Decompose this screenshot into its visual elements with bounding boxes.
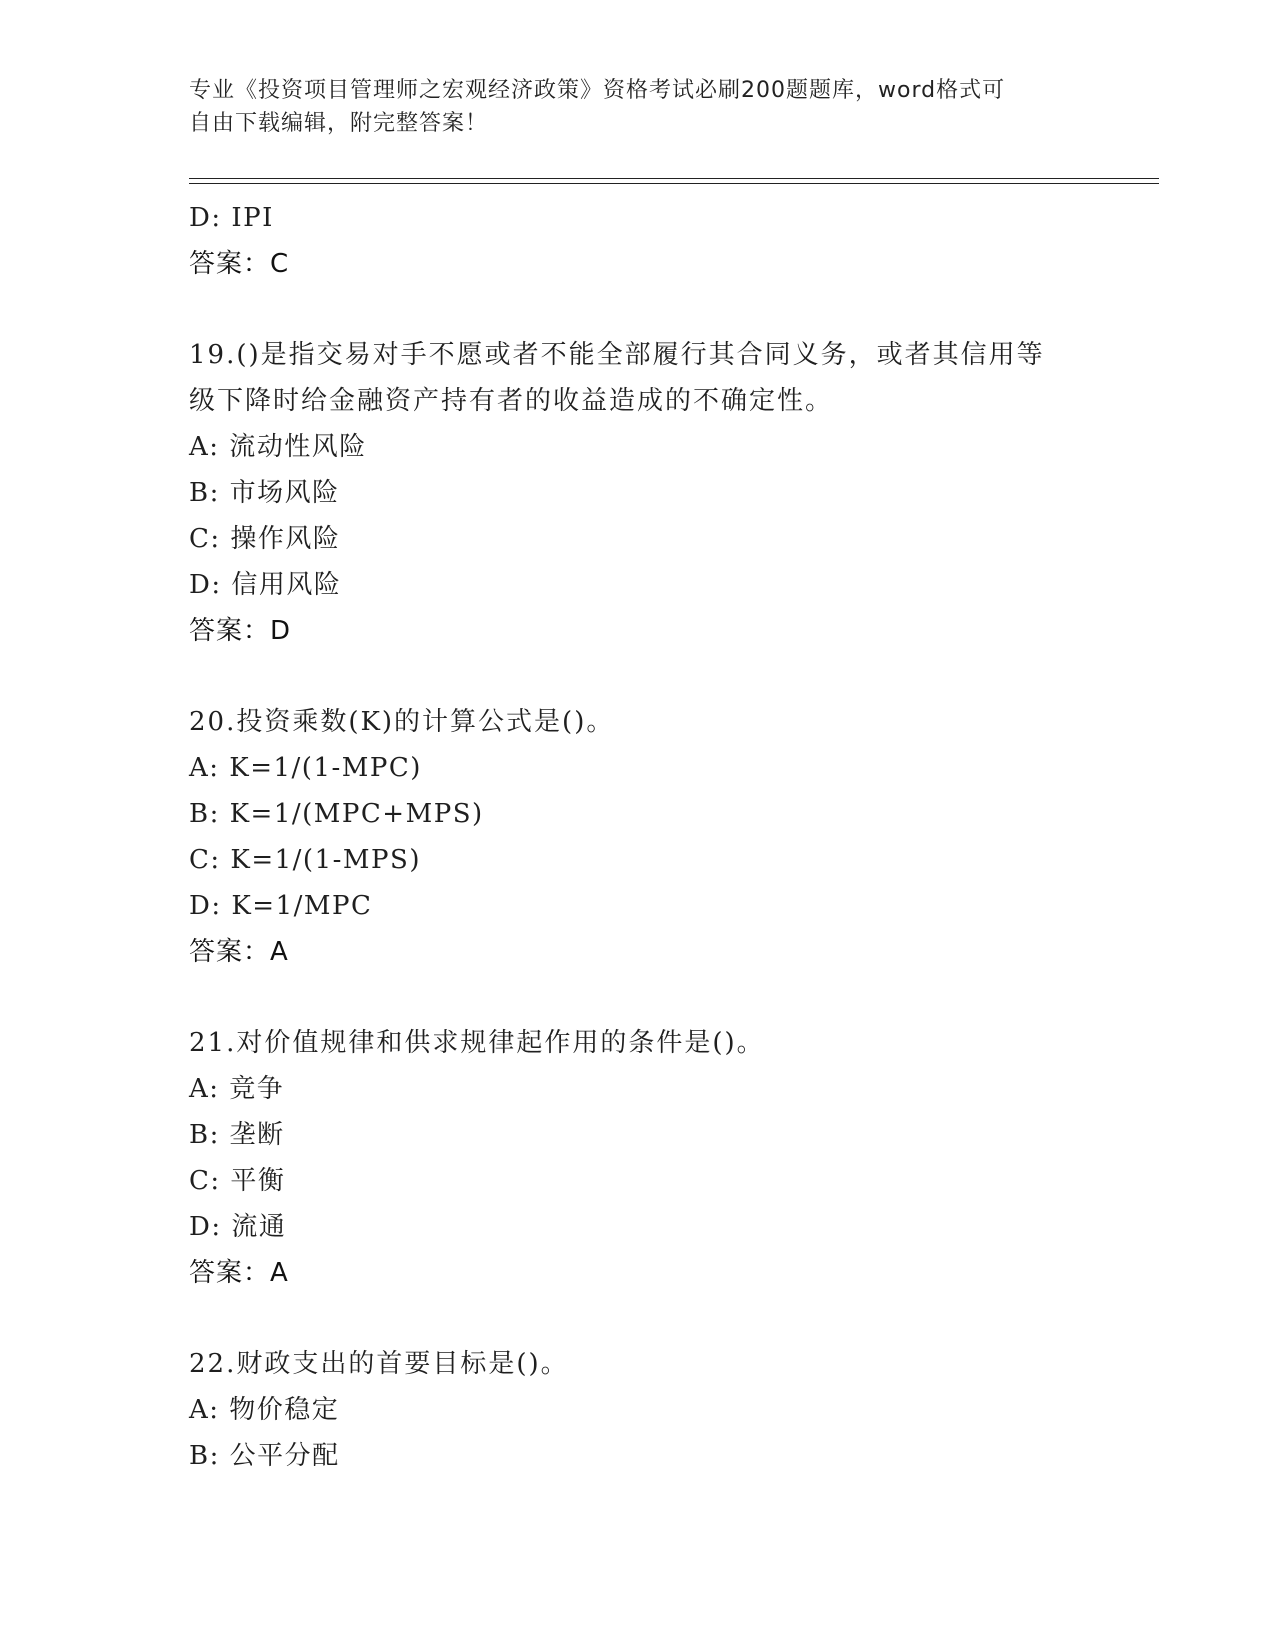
answer: 答案：A [189,1258,289,1288]
option-d: D: 信用风险 [189,570,342,600]
header-divider-top [189,178,1159,179]
document-header [189,74,1089,140]
answer: 答案：D [189,616,292,646]
header-divider-bottom [189,183,1159,184]
question-20 [189,699,1089,975]
option-b: B: 市场风险 [189,478,340,508]
option-d: D: IPI [189,203,274,233]
option-c: C: 平衡 [189,1166,286,1196]
question-stem-line-1: 21.对价值规律和供求规律起作用的条件是()。 [189,1028,765,1058]
option-a: A: 竞争 [189,1074,285,1104]
spacer [189,287,1089,332]
option-a: A: 物价稳定 [189,1395,340,1425]
option-b: B: 公平分配 [189,1441,340,1471]
answer: 答案：A [189,937,289,967]
header-line-2: 自由下载编辑，附完整答案！ [189,111,489,136]
option-c: C: 操作风险 [189,524,341,554]
question-list [189,195,1089,1479]
question-stem-line-1: 20.投资乘数(K)的计算公式是()。 [189,707,615,737]
question-18 [189,195,1089,287]
option-b: B: 垄断 [189,1120,285,1150]
option-b: B: K=1/(MPC+MPS) [189,799,484,829]
option-c: C: K=1/(1-MPS) [189,845,421,875]
spacer [189,1296,1089,1341]
answer: 答案：C [189,249,290,279]
option-d: D: 流通 [189,1212,287,1242]
option-a: A: 流动性风险 [189,432,367,462]
question-stem-line-1: 22.财政支出的首要目标是()。 [189,1349,569,1379]
question-stem-line-2: 级下降时给金融资产持有者的收益造成的不确定性。 [189,386,834,416]
option-a: A: K=1/(1-MPC) [189,753,422,783]
question-21 [189,1020,1089,1296]
question-stem-line-1: 19.()是指交易对手不愿或者不能全部履行其合同义务，或者其信用等 [189,340,1045,370]
spacer [189,975,1089,1020]
question-22 [189,1341,1089,1479]
header-line-1: 专业《投资项目管理师之宏观经济政策》资格考试必刷200题题库，word格式可 [189,78,1006,103]
question-19 [189,332,1089,654]
option-d: D: K=1/MPC [189,891,373,921]
spacer [189,654,1089,699]
